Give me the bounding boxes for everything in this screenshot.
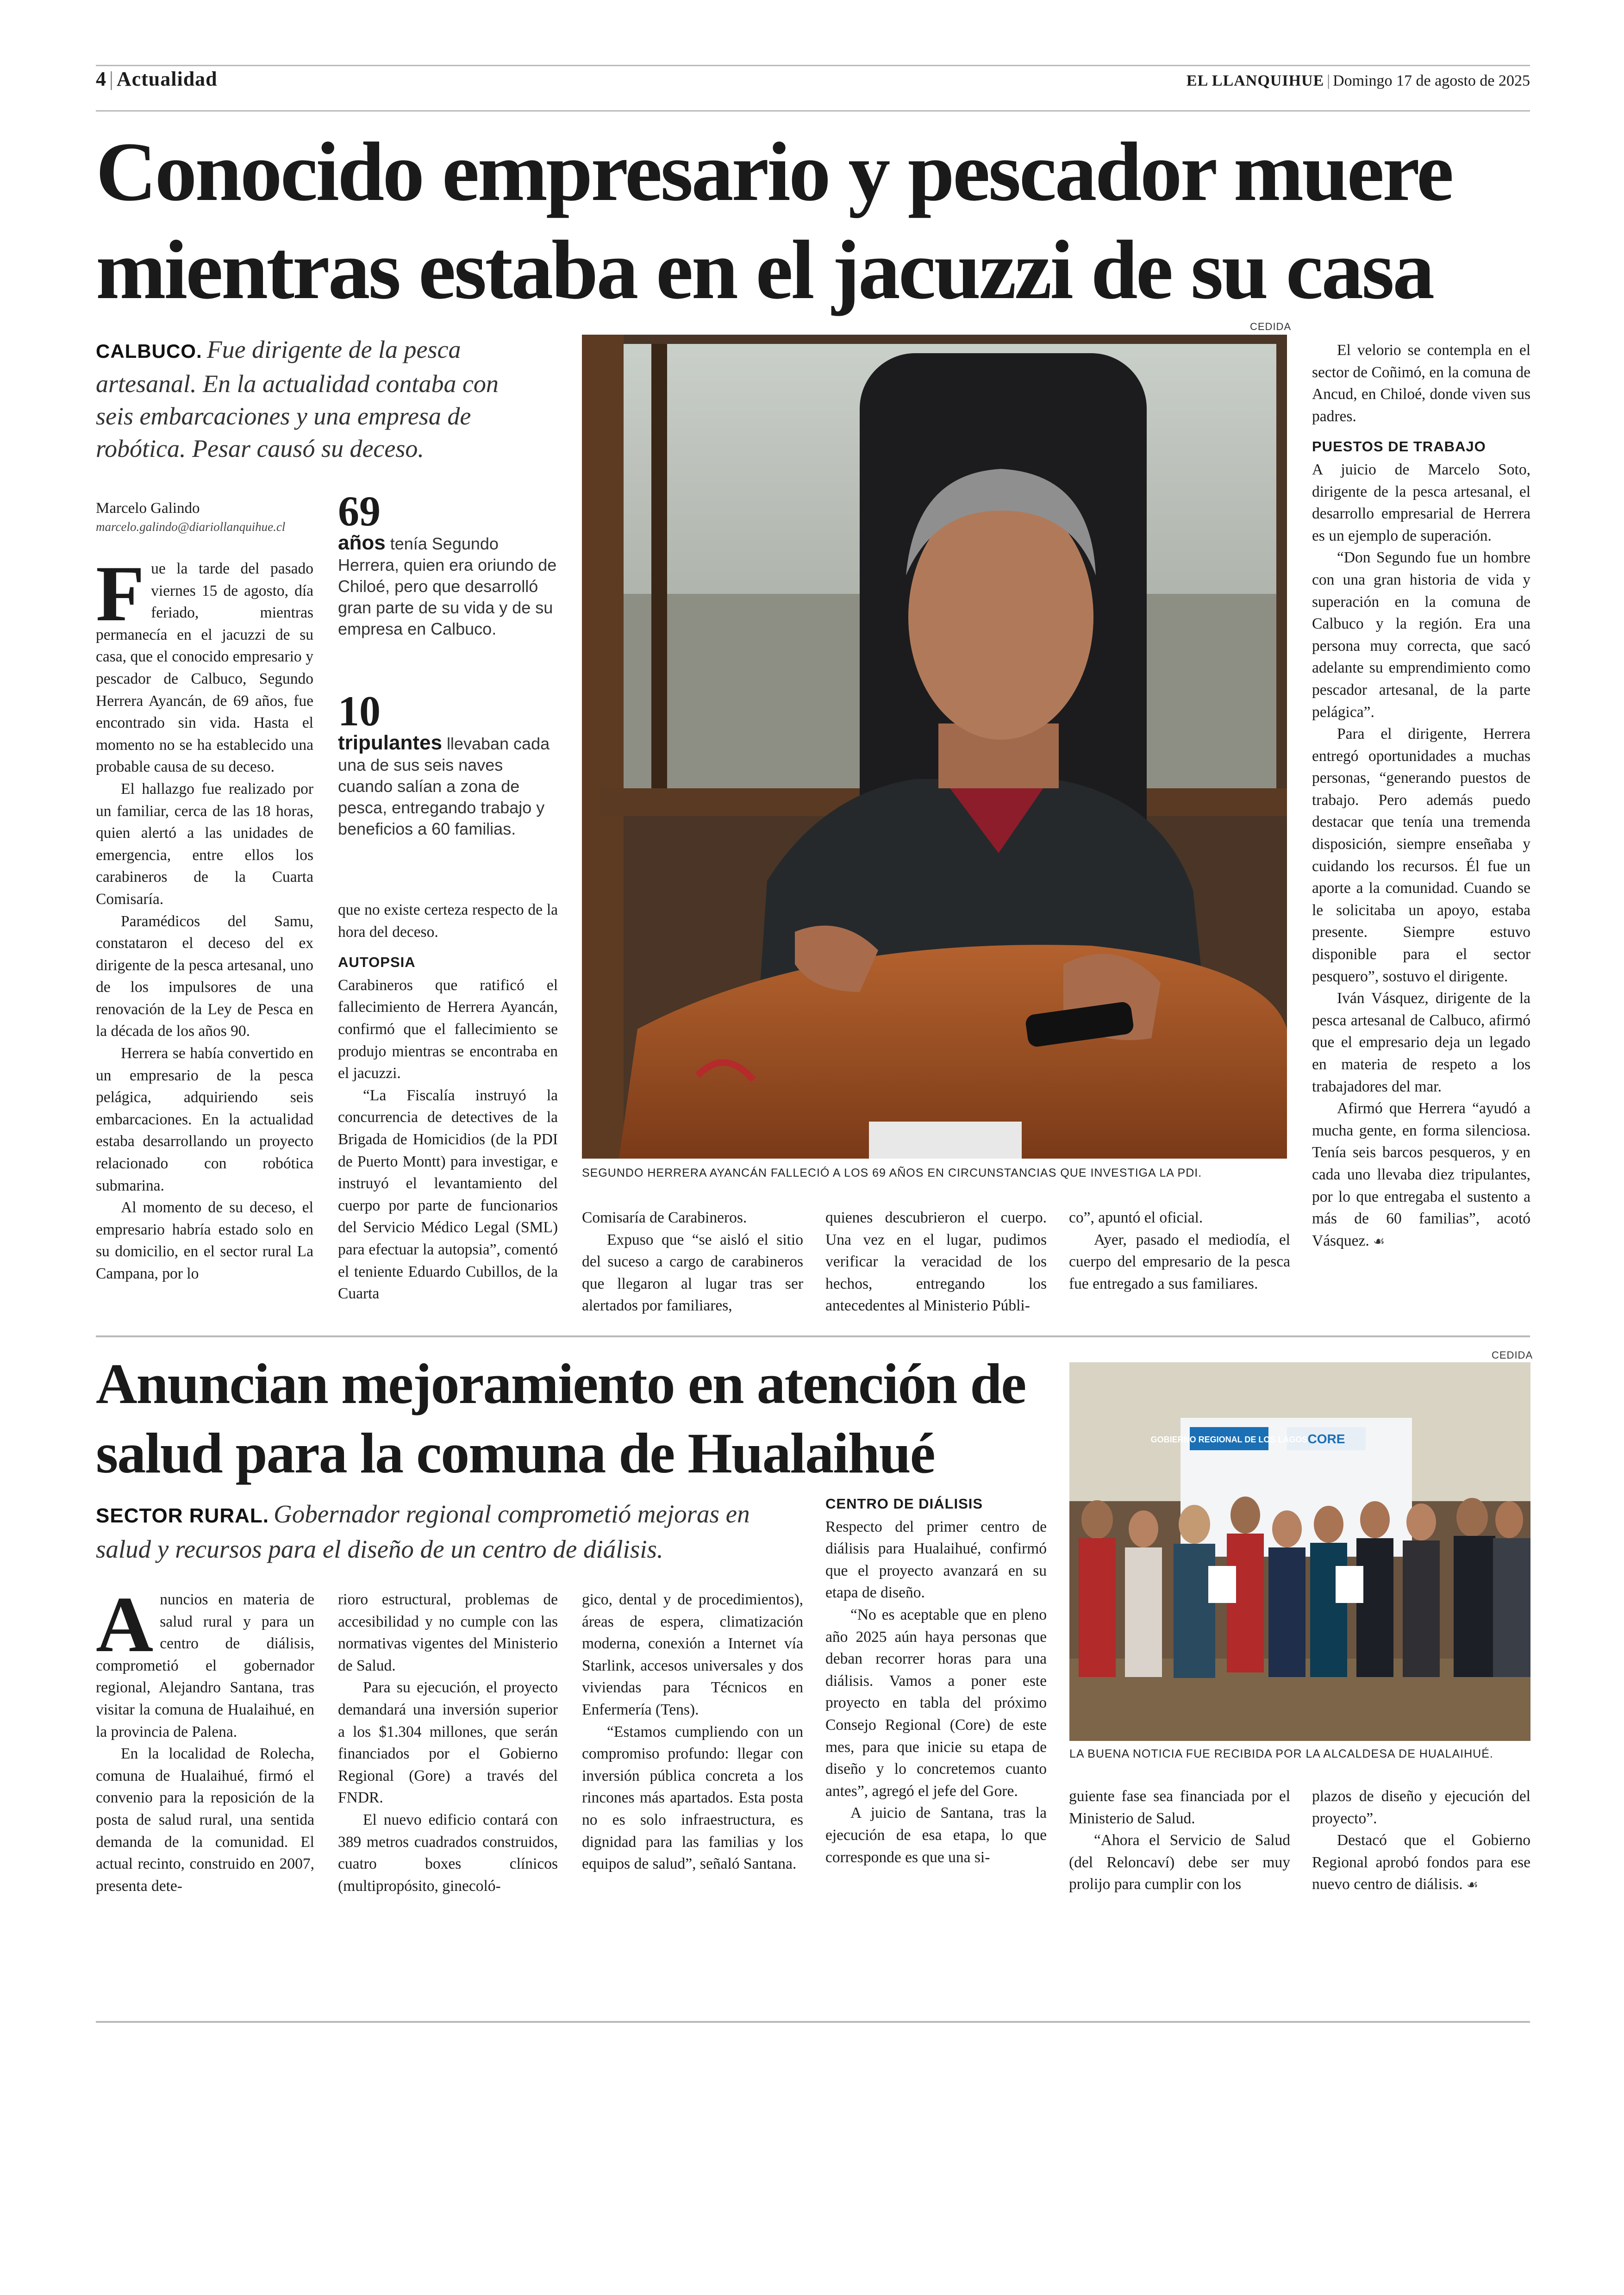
body-text: El hallazgo fue realizado por un familiar, cerca de las 18 horas, quien alertó a las unidades de emergencia, entre ellos los carabineros de la Cuarta Comisaría. xyxy=(96,780,313,908)
body-text: rioro estructural, problemas de accesibilidad y no cumple con las normativas vigentes del Ministerio de Salud. xyxy=(338,1591,558,1674)
stat-number: 10 xyxy=(338,687,381,735)
body-text: Al momento de su deceso, el empresario habría estado solo en su domicilio, en el sector rural La Campana, por lo xyxy=(96,1199,313,1282)
article1-lede-tag: CALBUCO. xyxy=(96,340,202,362)
subhead-dialisis: CENTRO DE DIÁLISIS xyxy=(825,1496,983,1512)
body-text: Herrera se había convertido en un empresario de la pesca pelágica, adquiriendo seis embarcaciones. En la actualidad estaba desarrollando un proyecto relacionado con robótica submarina. xyxy=(96,1045,313,1194)
subhead-puestos: PUESTOS DE TRABAJO xyxy=(1312,438,1486,455)
body-text: Paramédicos del Samu, constataron el deceso del ex dirigente de la pesca artesanal, uno de los impulsores de una renovación de la Ley de Pesca en la década de los años 90. xyxy=(96,912,313,1040)
stat-unit: tripulantes xyxy=(338,731,442,754)
section-name: Actualidad xyxy=(116,68,218,90)
body-text: A juicio de Marcelo Soto, dirigente de la pesca artesanal, el desarrollo empresarial de Herrera es un ejemplo de superación. xyxy=(1312,461,1530,544)
body-text: Afirmó que Herrera “ayudó a mucha gente, en forma silenciosa. Tenía seis barcos pesqueros, y en cada uno llevaba diez tripulantes, por lo que entregaba el sustento a más de 60 familias”, acotó Vásquez. xyxy=(1312,1100,1530,1249)
body-text: Para el dirigente, Herrera entregó oportunidades a muchas personas, “generando puestos de trabajo. Pero además puedo destacar que tenía una tremenda disposición, siempre enseñaba y cuidando los recursos. Él fue un aporte a la comunidad. Cuando se le solicitaba un apoyo, estaba presente. Siempre estuvo disponible para el sector pesquero”, sostuvo el dirigente. xyxy=(1312,725,1530,985)
article1-photo xyxy=(582,335,1287,1159)
body-text: “Ahora el Servicio de Salud (del Reloncaví) debe ser muy prolijo para cumplir con los xyxy=(1069,1832,1290,1893)
body-text: Destacó que el Gobierno Regional aprobó fondos para ese nuevo centro de diálisis. xyxy=(1312,1832,1530,1893)
body-text: nuncios en materia de salud rural y para un centro de diálisis, comprometió el gobernador regional, Alejandro Santana, tras visitar la comuna de Hualaihué, en la provincia de Palena. xyxy=(96,1591,314,1740)
author-name: Marcelo Galindo xyxy=(96,500,200,517)
article1-column-5 xyxy=(1069,1207,1290,1295)
photo-credit: CEDIDA xyxy=(1492,1349,1533,1361)
portrait-photo xyxy=(582,335,1287,1159)
end-mark-icon: ☙ xyxy=(1467,1877,1479,1893)
body-text: El nuevo edificio contará con 389 metros cuadrados construidos, cuatro boxes clínicos (multipropósito, ginecoló- xyxy=(338,1811,558,1895)
stat-box-age xyxy=(338,487,558,640)
body-text: Carabineros que ratificó el fallecimiento de Herrera Ayancán, confirmó que el fallecimiento se produjo mientras se encontraba en el jacuzzi. xyxy=(338,976,558,1082)
page-number: 4 xyxy=(96,68,106,90)
body-text: Iván Vásquez, dirigente de la pesca artesanal de Calbuco, afirmó que el empresario deja un legado en materia de respeto a los trabajadores del mar. xyxy=(1312,990,1530,1095)
bottom-rule xyxy=(96,2021,1530,2023)
top-rule xyxy=(96,65,1530,66)
body-text: Respecto del primer centro de diálisis para Hualaihué, confirmó que el proyecto avanzará en su etapa de diseño. xyxy=(825,1518,1047,1602)
body-text: ue la tarde del pasado viernes 15 de agosto, día feriado, mientras permanecía en el jacuzzi de su casa, que el conocido empresario y pescador de Calbuco, Segundo Herrera Ayancán, de 69 años, fue encontrado sin vida. Hasta el momento no se ha establecido una probable causa de su deceso. xyxy=(96,560,313,776)
body-text: Ayer, pasado el mediodía, el cuerpo del empresario de la pesca fue entregado a sus familiares. xyxy=(1069,1231,1290,1292)
masthead: EL LLANQUIHUE | Domingo 17 de agosto de 2025 xyxy=(1186,72,1530,89)
article1-column-4 xyxy=(825,1207,1047,1317)
body-text: “La Fiscalía instruyó la concurrencia de detectives de la Brigada de Homicidios (de la PDI de Puerto Montt) para investigar, e instruyó el levantamiento del cuerpo por parte de funcionarios del Servicio Médico Legal (SML) para efectuar la autopsia”, comentó el teniente Eduardo Cubillos, de la Cuarta xyxy=(338,1086,558,1303)
article1-caption: SEGUNDO HERRERA AYANCÁN FALLECIÓ A LOS 69 AÑOS EN CIRCUNSTANCIAS QUE INVESTIGA LA PDI. xyxy=(582,1166,1202,1179)
article2-photo xyxy=(1069,1362,1530,1741)
header-rule xyxy=(96,110,1530,112)
photo-credit: CEDIDA xyxy=(1250,321,1292,332)
body-text: que no existe certeza respecto de la hora del deceso. xyxy=(338,901,558,941)
byline xyxy=(96,500,337,534)
group-photo xyxy=(1069,1362,1530,1741)
body-text: quienes descubrieron el cuerpo. Una vez en el lugar, pudimos verificar la veracidad de los hechos, entregando los antecedentes al Ministerio Públi- xyxy=(825,1209,1047,1315)
article2-caption: LA BUENA NOTICIA FUE RECIBIDA POR LA ALCALDESA DE HUALAIHUÉ. xyxy=(1069,1747,1493,1760)
body-text: gico, dental y de procedimientos), áreas de espera, climatización moderna, conexión a Internet vía Starlink, accesos universales y dos viviendas para Técnicos en Enfermería (Tens). xyxy=(582,1591,803,1718)
article-divider xyxy=(96,1335,1530,1337)
body-text: Comisaría de Carabineros. xyxy=(582,1209,747,1226)
body-text: En la localidad de Rolecha, comuna de Hualaihué, firmó el convenio para la reposición de la posta de salud rural, una sentida demanda de la comunidad. El actual recinto, construido en 2007, presenta dete- xyxy=(96,1745,314,1895)
article2-headline: Anuncian mejoramiento en atención de salud para la comuna de Hualaihué xyxy=(96,1352,1026,1485)
stat-box-crew xyxy=(338,687,558,840)
article1-column-2 xyxy=(338,899,558,1305)
stat-unit: años xyxy=(338,531,386,554)
dropcap: A xyxy=(96,1581,154,1669)
page-folio: 4 | Actualidad xyxy=(96,68,218,90)
body-text: Para su ejecución, el proyecto demandará una inversión superior a los $1.304 millones, que serán financiados por el Gobierno Regional (Gore) a través del FNDR. xyxy=(338,1679,558,1807)
dropcap: F xyxy=(96,550,145,638)
stat-text: llevaban cada una de sus seis naves cuando salían a zona de pesca, entregando trabajo y beneficios a 60 familias. xyxy=(338,734,550,838)
article1-column-6 xyxy=(1312,339,1530,1252)
article1-column-1 xyxy=(96,550,313,1285)
article2-column-4 xyxy=(825,1493,1047,1868)
body-text: plazos de diseño y ejecución del proyecto”. xyxy=(1312,1788,1530,1827)
article1-lede-text: Fue dirigente de la pesca artesanal. En la actualidad contaba con seis embarcaciones y una empresa de robótica. Pesar causó su deceso. xyxy=(96,336,499,462)
article2-column-5 xyxy=(1069,1785,1290,1896)
banner-text: GOBIERNO REGIONAL DE LOS LAGOS xyxy=(1150,1435,1308,1444)
paper-name: EL LLANQUIHUE xyxy=(1186,72,1324,89)
body-text: A juicio de Santana, tras la ejecución de esa etapa, lo que corresponde es que una si- xyxy=(825,1804,1047,1866)
banner-text: CORE xyxy=(1307,1432,1345,1446)
body-text: “No es aceptable que en pleno año 2025 aún haya personas que deban recorrer horas para una diálisis. Vamos a poner este proyecto en tabla del próximo Consejo Regional (Core) de este mes, para que inicie su etapa de diseño y lo concretemos cuanto antes”, agregó el jefe del Gore. xyxy=(825,1606,1047,1800)
stat-number: 69 xyxy=(338,487,381,535)
body-text: El velorio se contempla en el sector de Coñimó, en la comuna de Ancud, en Chiloé, donde viven sus padres. xyxy=(1312,342,1530,425)
article1-lede xyxy=(96,333,540,465)
subhead-autopsia: AUTOPSIA xyxy=(338,954,416,971)
stat-text: tenía Segundo Herrera, quien era oriundo de Chiloé, pero que desarrolló gran parte de su vida y de su empresa en Calbuco. xyxy=(338,534,557,638)
body-text: “Estamos cumpliendo con un compromiso profundo: llegar con inversión pública concreta a los rincones más apartados. Esta posta no es solo infraestructura, es dignidad para las familias y los equipos de salud”, señaló Santana. xyxy=(582,1723,803,1873)
article2-column-2 xyxy=(338,1589,558,1897)
article1-column-3 xyxy=(582,1207,803,1317)
body-text: guiente fase sea financiada por el Ministerio de Salud. xyxy=(1069,1788,1290,1827)
article1-headline: Conocido empresario y pescador muere mientras estaba en el jacuzzi de su casa xyxy=(96,125,1452,317)
article2-lede-text: Gobernador regional comprometió mejoras en salud y recursos para el diseño de un centro de diálisis. xyxy=(96,1500,750,1563)
article2-column-3 xyxy=(582,1589,803,1875)
body-text: co”, apuntó el oficial. xyxy=(1069,1209,1203,1226)
issue-date: Domingo 17 de agosto de 2025 xyxy=(1333,72,1530,89)
article2-column-6 xyxy=(1312,1785,1530,1896)
author-email: marcelo.galindo@diariollanquihue.cl xyxy=(96,520,286,534)
body-text: “Don Segundo fue un hombre con una gran historia de vida y superación en la comuna de Calbuco y la región. Era una persona muy correcta, que sacó adelante su emprendimiento como pescador artesanal, de la parte pelágica”. xyxy=(1312,549,1530,721)
article2-lede xyxy=(96,1497,800,1566)
end-mark-icon: ☙ xyxy=(1373,1233,1385,1249)
body-text: Expuso que “se aisló el sitio del suceso a cargo de carabineros que llegaron al lugar tras ser alertados por familiares, xyxy=(582,1231,803,1315)
article2-column-1 xyxy=(96,1581,314,1897)
article2-lede-tag: SECTOR RURAL. xyxy=(96,1504,269,1527)
